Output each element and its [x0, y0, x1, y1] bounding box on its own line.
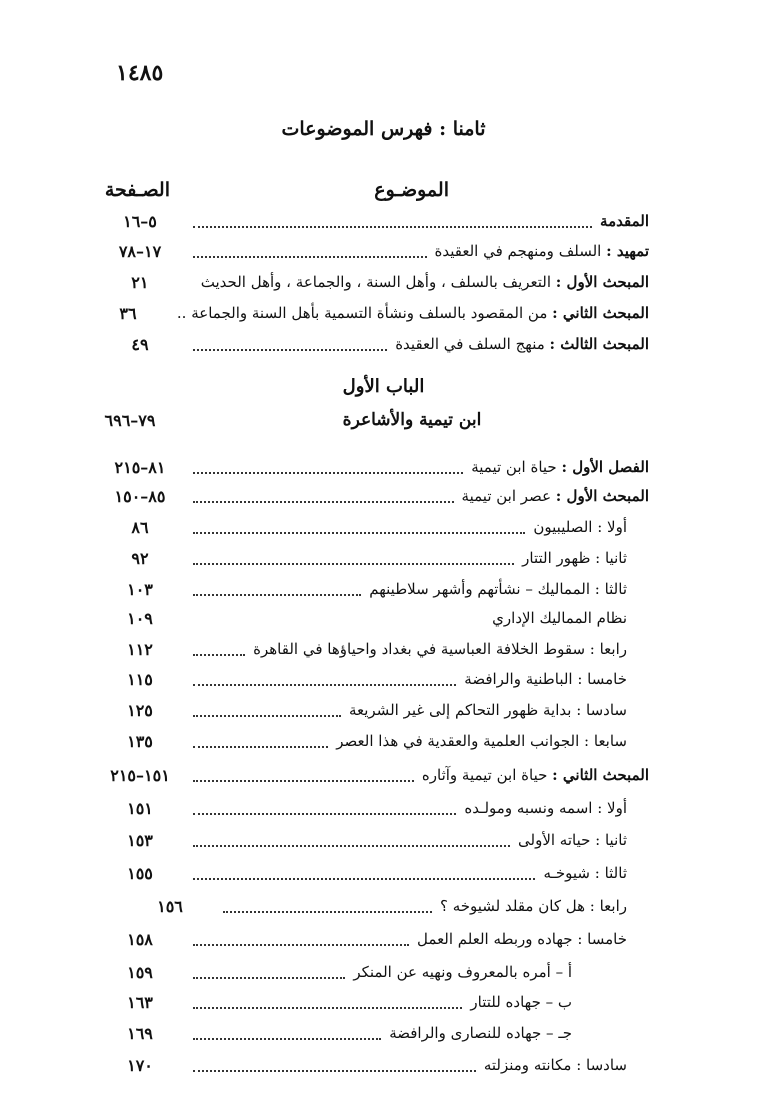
dot-leader — [193, 349, 387, 351]
toc-entry — [95, 329, 649, 359]
toc-entry: ب – جهاده للتتار ١٦٣ — [95, 987, 572, 1017]
toc-entry — [95, 236, 649, 266]
dot-leader — [193, 780, 414, 782]
toc-page: ١٥٩ — [127, 962, 153, 982]
dot-leader — [193, 684, 456, 686]
toc-page: ١٦٩ — [127, 1023, 153, 1043]
toc-entry-title: تمهيد : السلف ومنهجم في العقيدة — [434, 242, 649, 260]
toc-page: ١٥٦ — [157, 896, 183, 916]
toc-entry-title: المبحث الأول : التعريف بالسلف ، وأهل السنة ، والجماعة ، وأهل الحديث — [200, 273, 649, 291]
toc-entry — [95, 298, 649, 328]
column-header-page: الصـفحة — [104, 179, 170, 201]
dot-leader — [193, 813, 456, 815]
toc-entry: خامسا : الباطنية والرافضة ١١٥ — [95, 664, 627, 694]
toc-page: ٨٦ — [131, 517, 149, 537]
part-title: الباب الأول — [342, 376, 425, 397]
toc-page: ٤٩ — [131, 334, 149, 354]
dot-leader — [193, 501, 454, 503]
part-subtitle-row — [95, 405, 649, 435]
toc-entry: أولا : اسمه ونسبه ومولـده ١٥١ — [95, 793, 627, 823]
toc-page: ١٥١ — [127, 798, 153, 818]
toc-page: ٢١ — [131, 272, 149, 292]
toc-page: ٥–١٦ — [123, 211, 157, 231]
toc-entry — [95, 267, 649, 297]
toc-page: ١٧–٧٨ — [118, 241, 162, 261]
dot-leader — [193, 532, 525, 534]
toc-page: ١٣٥ — [127, 731, 153, 751]
toc-entry: الفصل الأول : حياة ابن تيمية ٨١–٢١٥ — [95, 452, 649, 482]
toc-entry: ثالثا : المماليك – نشأتهم وأشهر سلاطينهم ١٠٣ — [95, 574, 627, 604]
toc-entry-title: المقدمة — [600, 212, 649, 230]
dot-leader — [193, 878, 535, 880]
toc-entry: سادسا : بداية ظهور التحاكم إلى غير الشريعة ١٢٥ — [95, 695, 627, 725]
dot-leader — [223, 911, 432, 913]
toc-entry: خامسا : جهاده وربطه العلم العمل ١٥٨ — [95, 924, 627, 954]
toc-page: ٩٢ — [131, 548, 149, 568]
dot-leader — [193, 1007, 462, 1009]
dot-leader — [193, 944, 409, 946]
toc-entry: أ – أمره بالمعروف ونهيه عن المنكر ١٥٩ — [95, 957, 572, 987]
dot-leader — [193, 977, 345, 979]
part-page-range: ٧٩–٦٩٦ — [104, 410, 156, 430]
dot-leader — [193, 256, 427, 258]
dot-leader — [193, 746, 328, 748]
toc-page: ١٥٥ — [127, 863, 153, 883]
toc-page: ١٥٣ — [127, 830, 153, 850]
toc-entry — [95, 206, 649, 236]
toc-page: ١٠٩ — [127, 608, 153, 628]
toc-entry: ثانيا : حياته الأولى ١٥٣ — [95, 825, 627, 855]
toc-page: ١٥١–٢١٥ — [110, 765, 170, 785]
toc-page: ٨٥–١٥٠ — [114, 486, 166, 506]
dot-leader — [193, 563, 514, 565]
column-header-topic: الموضـوع — [374, 179, 449, 201]
toc-page: ١١٢ — [127, 639, 153, 659]
toc-page: ١٦٣ — [127, 992, 153, 1012]
dot-leader — [193, 1038, 381, 1040]
dot-leader — [193, 654, 245, 656]
toc-entry: نظام المماليك الإداري ١٠٩ — [95, 603, 627, 633]
toc-entry: سابعا : الجوانب العلمية والعقدية في هذا العصر ١٣٥ — [95, 726, 627, 756]
dot-leader — [193, 594, 361, 596]
toc-entry-title: المبحث الثاني : من المقصود بالسلف ونشأة التسمية بأهل السنة والجماعة .. — [176, 304, 649, 322]
dot-leader — [193, 472, 463, 474]
toc-entry: المبحث الأول : عصر ابن تيمية ٨٥–١٥٠ — [95, 481, 649, 511]
toc-page: ١٢٥ — [127, 700, 153, 720]
dot-leader — [193, 1070, 476, 1072]
part-subtitle: ابن تيمية والأشاعرة — [342, 410, 482, 430]
toc-page: ١٠٣ — [127, 579, 153, 599]
toc-entry: سادسا : مكانته ومنزلته ١٧٠ — [95, 1050, 627, 1080]
toc-entry-title: المبحث الثالث : منهج السلف في العقيدة — [395, 335, 649, 353]
section-heading: ثامنا : فهرس الموضوعات — [281, 118, 486, 140]
page-number: ١٤٨٥ — [116, 60, 164, 86]
dot-leader — [193, 226, 592, 228]
toc-entry: رابعا : سقوط الخلافة العباسية في بغداد واحياؤها في القاهرة ١١٢ — [95, 634, 627, 664]
toc-page: ١٧٠ — [127, 1055, 153, 1075]
toc-entry: ثانيا : ظهور التتار ٩٢ — [95, 543, 627, 573]
toc-entry: ثالثا : شيوخـه ١٥٥ — [95, 858, 627, 888]
toc-page: ١٥٨ — [127, 929, 153, 949]
toc-entry: المبحث الثاني : حياة ابن تيمية وآثاره ١٥١–٢١٥ — [95, 760, 649, 790]
toc-page: ١١٥ — [127, 669, 153, 689]
toc-entry: جـ – جهاده للنصارى والرافضة ١٦٩ — [95, 1018, 572, 1048]
toc-entry: أولا : الصليبيون ٨٦ — [95, 512, 627, 542]
toc-entry: رابعا : هل كان مقلد لشيوخه ؟ ١٥٦ — [125, 891, 627, 921]
dot-leader — [193, 845, 510, 847]
toc-page: ٣٦ — [119, 303, 137, 323]
dot-leader — [193, 715, 341, 717]
toc-page: ٨١–٢١٥ — [114, 457, 166, 477]
